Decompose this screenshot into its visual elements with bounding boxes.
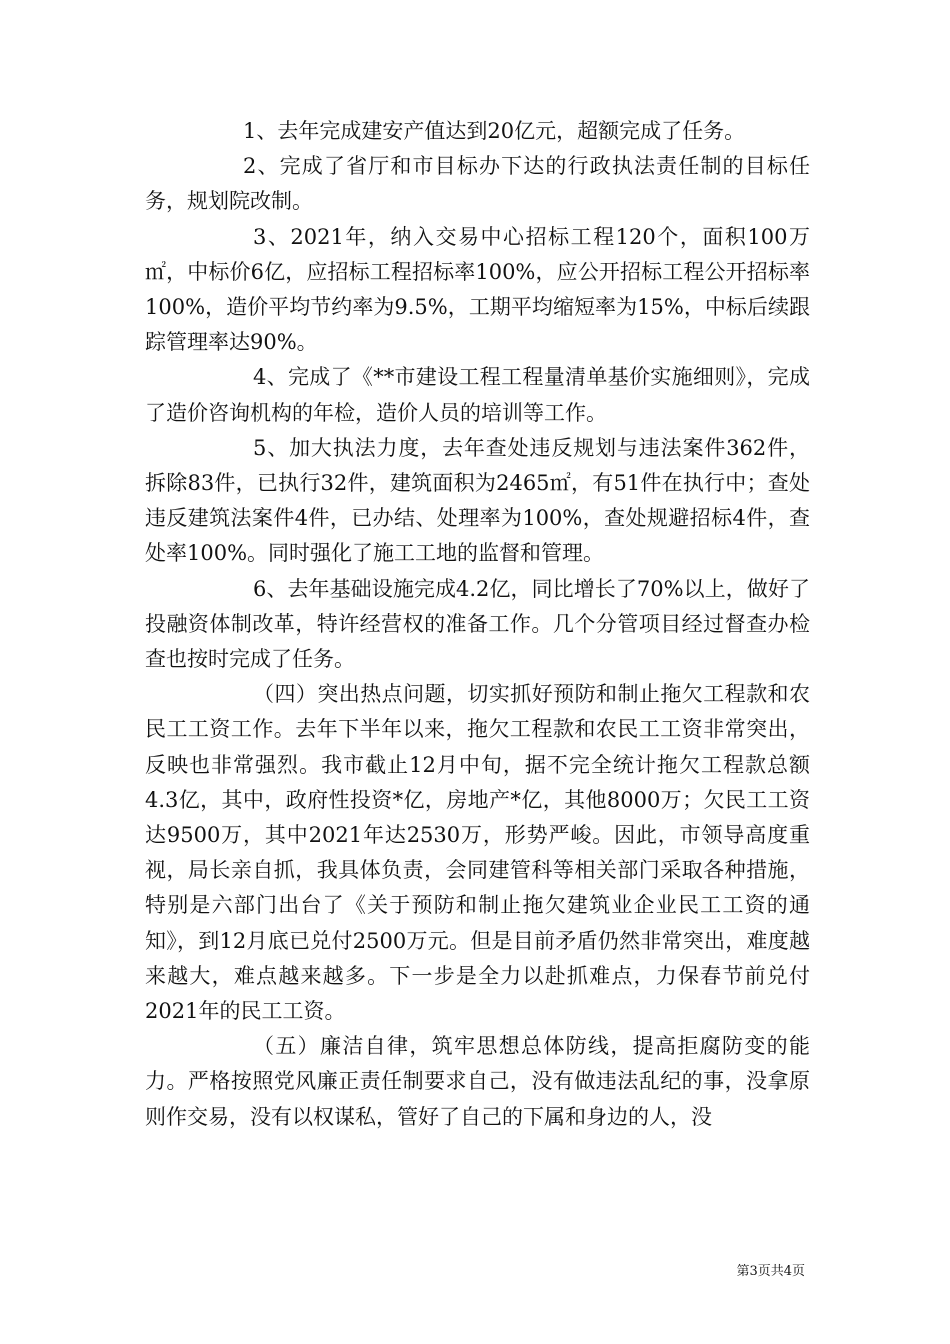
page-number-footer: 第3页共4页 (736, 1264, 805, 1279)
paragraph-item-2: 2、完成了省厅和市目标办下达的行政执法责任制的目标任务，规划院改制。 (145, 154, 810, 214)
paragraph-section-4: （四）突出热点问题，切实抓好预防和制止拖欠工程款和农民工工资工作。去年下半年以来，拖欠工程款和农民工工资非常突出，反映也非常强烈。我市截止12月中旬，据不完全统计拖欠工程款总额4.3亿，其中，政府性投资*亿，房地产*亿，其他8000万；欠民工工资达9500万，其中2021年达2530万，形势严峻。因此，市领导高度重视，局长亲自抓，我具体负责，会同建管科等相关部门采取各种措施，特别是六部门出台了《关于预防和制止拖欠建筑业企业民工工资的通知》，到12月底已兑付2500万元。但是目前矛盾仍然非常突出，难度越来越大，难点越来越多。下一步是全力以赴抓难点，力保春节前兑付2021年的民工工资。 (145, 682, 810, 1024)
document-body (145, 114, 810, 1135)
paragraph-item-3: 3、2021年，纳入交易中心招标工程120个，面积100万㎡，中标价6亿，应招标工程招标率100%，应公开招标工程公开招标率100%，造价平均节约率为9.5%，工期平均缩短率为15%，中标后续跟踪管理率达90%。 (145, 224, 810, 355)
paragraph-item-5: 5、加大执法力度，去年查处违反规划与违法案件362件，拆除83件，已执行32件，建筑面积为2465㎡，有51件在执行中；查处违反建筑法案件4件，已办结、处理率为100%，查处规避招标4件，查处率100%。同时强化了施工工地的监督和管理。 (145, 435, 810, 566)
paragraph-section-5: （五）廉洁自律，筑牢思想总体防线，提高拒腐防变的能力。严格按照党风廉正责任制要求自己，没有做违法乱纪的事，没拿原则作交易，没有以权谋私，管好了自己的下属和身边的人，没 (145, 1034, 810, 1129)
paragraph-item-4: 4、完成了《**市建设工程工程量清单基价实施细则》，完成了造价咨询机构的年检，造价人员的培训等工作。 (145, 365, 810, 425)
paragraph-item-1: 1、去年完成建安产值达到20亿元，超额完成了任务。 (243, 119, 746, 143)
paragraph-item-6: 6、去年基础设施完成4.2亿，同比增长了70%以上，做好了投融资体制改革，特许经营权的准备工作。几个分管项目经过督查办检查也按时完成了任务。 (145, 576, 810, 672)
